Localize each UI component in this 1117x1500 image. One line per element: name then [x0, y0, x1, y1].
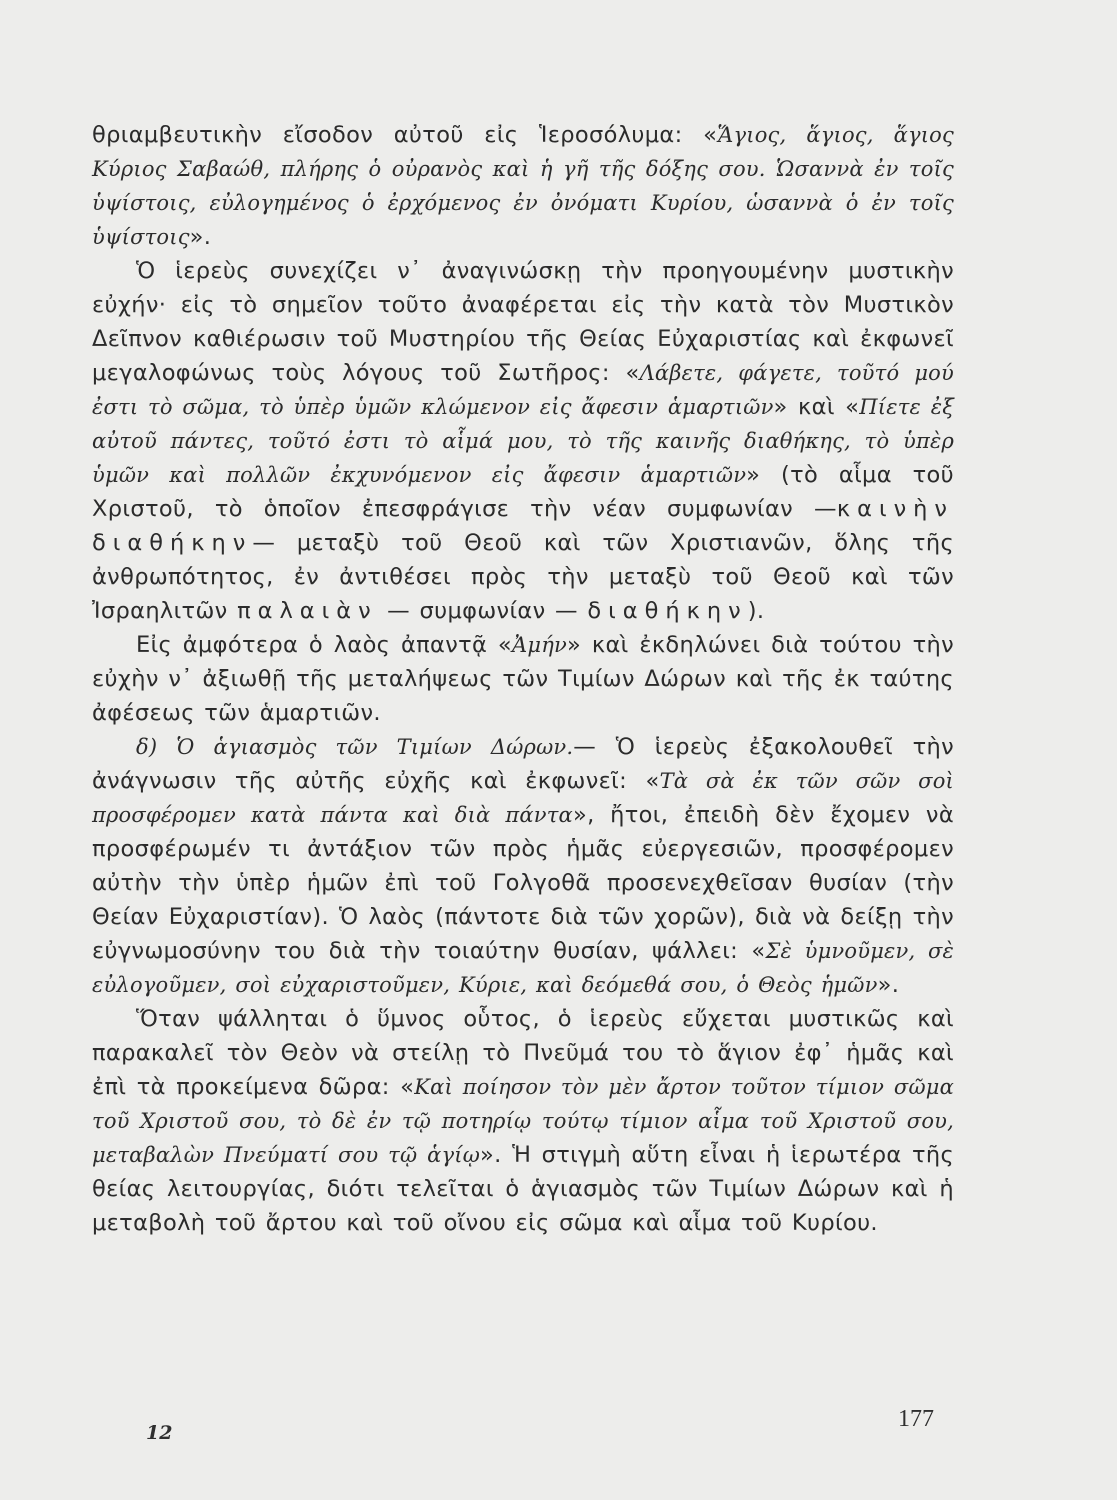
text-run: θριαμβευτικὴν εἴσοδον αὐτοῦ εἰς Ἱεροσόλυμα: «	[92, 122, 718, 148]
emphasis-new-covenant: καινὴν διαθήκην	[92, 496, 954, 556]
page-number: 177	[898, 1406, 934, 1432]
paragraph-sanctification	[92, 730, 954, 1002]
paragraph-amen	[92, 628, 954, 730]
text-run: ).	[747, 598, 765, 624]
text-run: ».	[877, 972, 900, 998]
text-run: Εἰς ἀμφότερα ὁ λαὸς ἀπαντᾷ «	[136, 632, 513, 658]
text-run: », ἤτοι, ἐπειδὴ δὲν ἔχομεν νὰ προσφέρωμέν τι ἀντάξιον τῶν πρὸς ἡμᾶς εὐεργεσιῶν, προσφέρομεν αὐτὴν τὴν ὑπὲρ ἡμῶν ἐπὶ τοῦ Γολγοθᾶ προσενεχθεῖσαν θυσίαν (τὴν Θείαν Εὐχαριστίαν). Ὁ λαὸς (πάντοτε διὰ τῶν χορῶν), διὰ νὰ δείξῃ τὴν εὐγνωμοσύνην του διὰ τὴν τοιαύτην θυσίαν, ψάλλει: «	[92, 802, 954, 964]
paragraph-epiclesis	[92, 1002, 954, 1240]
text-run: » καὶ ἐκδηλώνει διὰ τούτου τὴν εὐχὴν ν᾽ ἀξιωθῇ τῆς μεταλήψεως τῶν Τιμίων Δώρων καὶ τῆς ἐκ ταύτης ἀφέσεως τῶν ἁμαρτιῶν.	[92, 632, 954, 726]
body-text	[92, 118, 954, 1240]
signature-mark: 12	[146, 1422, 173, 1444]
text-run: Ὁ ἱερεὺς συνεχίζει ν᾽ ἀναγινώσκῃ τὴν προηγουμένην μυστικὴν εὐχήν· εἰς τὸ σημεῖον τοῦτο ἀναφέρεται εἰς τὴν κατὰ τὸν Μυστικὸν Δεῖπνον καθιέρωσιν τοῦ Μυστηρίου τῆς Θείας Εὐχαριστίας καὶ ἐκφωνεῖ μεγαλοφώνως τοὺς λόγους τοῦ Σωτῆρος: «	[92, 258, 954, 386]
text-run: — Ὁ ἱερεὺς ἐξακολουθεῖ τὴν ἀνάγνωσιν τῆς αὐτῆς εὐχῆς καὶ ἐκφωνεῖ: «	[92, 734, 954, 794]
text-run: Ὅταν ψάλληται ὁ ὕμνος οὗτος, ὁ ἱερεὺς εὔχεται μυστικῶς καὶ παρακαλεῖ τὸν Θεὸν νὰ στείλῃ τὸ Πνεῦμά του τὸ ἅγιον ἐφ᾽ ἡμᾶς καὶ ἐπὶ τὰ προκείμενα δῶρα: «	[92, 1006, 954, 1100]
text-run: » (τὸ αἷμα τοῦ Χριστοῦ, τὸ ὁποῖον ἐπεσφράγισε τὴν νέαν συμφωνίαν —	[92, 462, 954, 522]
text-run: — συμφωνίαν —	[387, 598, 578, 624]
text-run: » καὶ «	[773, 394, 860, 420]
section-heading: δ) Ὁ ἁγιασμὸς τῶν Τιμίων Δώρων.	[136, 735, 574, 759]
quote-we-praise: Σὲ ὑμνοῦμεν, σὲ εὐλογοῦμεν, σοὶ εὐχαριστοῦμεν, Κύριε, καὶ δεόμεθά σου, ὁ Θεὸς ἡμῶν	[92, 939, 954, 997]
quote-amen: Ἀμήν	[512, 633, 568, 657]
quote-drink: Πίετε ἐξ αὐτοῦ πάντες, τοῦτό ἐστι τὸ αἷμά μου, τὸ τῆς καινῆς διαθήκης, τὸ ὑπὲρ ὑμῶν καὶ πολλῶν ἐκχυνόμενον εἰς ἄφεσιν ἁμαρτιῶν	[92, 395, 954, 487]
paragraph-mystical-supper	[92, 254, 954, 628]
quote-take-eat: Λάβετε, φάγετε, τοῦτό μού ἐστι τὸ σῶμα, τὸ ὑπὲρ ὑμῶν κλώμενον εἰς ἄφεσιν ἁμαρτιῶν	[92, 361, 954, 419]
emphasis-old: παλαιὰν	[237, 598, 378, 624]
text-run: ».	[189, 224, 212, 250]
quote-hymn: Ἅγιος, ἅγιος, ἅγιος Κύριος Σαβαώθ, πλήρης ὁ οὐρανὸς καὶ ἡ γῆ τῆς δόξης σου. Ὡσαννὰ ἐν τοῖς ὑψίστοις, εὐλογημένος ὁ ἐρχόμενος ἐν ὀνόματι Κυρίου, ὡσαννὰ ὁ ἐν τοῖς ὑψίστοις	[92, 123, 954, 249]
paragraph-trisagion	[92, 118, 954, 254]
quote-thine-own: Τὰ σὰ ἐκ τῶν σῶν σοὶ προσφέρομεν κατὰ πάντα καὶ διὰ πάντα	[92, 769, 954, 827]
emphasis-covenant: διαθήκην	[587, 598, 748, 624]
quote-epiclesis: Καὶ ποίησον τὸν μὲν ἄρτον τοῦτον τίμιον σῶμα τοῦ Χριστοῦ σου, τὸ δὲ ἐν τῷ ποτηρίῳ τούτῳ τίμιον αἷμα τοῦ Χριστοῦ σου, μεταβαλὼν Πνεύματί σου τῷ ἁγίῳ	[92, 1075, 954, 1167]
text-run: ». Ἡ στιγμὴ αὕτη εἶναι ἡ ἱερωτέρα τῆς θείας λειτουργίας, διότι τελεῖται ὁ ἁγιασμὸς τῶν Τιμίων Δώρων καὶ ἡ μεταβολὴ τοῦ ἄρτου καὶ τοῦ οἴνου εἰς σῶμα καὶ αἷμα τοῦ Κυρίου.	[92, 1142, 955, 1236]
text-run: — μεταξὺ τοῦ Θεοῦ καὶ τῶν Χριστιανῶν, ὅλης τῆς ἀνθρωπότητος, ἐν ἀντιθέσει πρὸς τὴν μεταξὺ τοῦ Θεοῦ καὶ τῶν Ἰσραηλιτῶν	[92, 530, 954, 624]
